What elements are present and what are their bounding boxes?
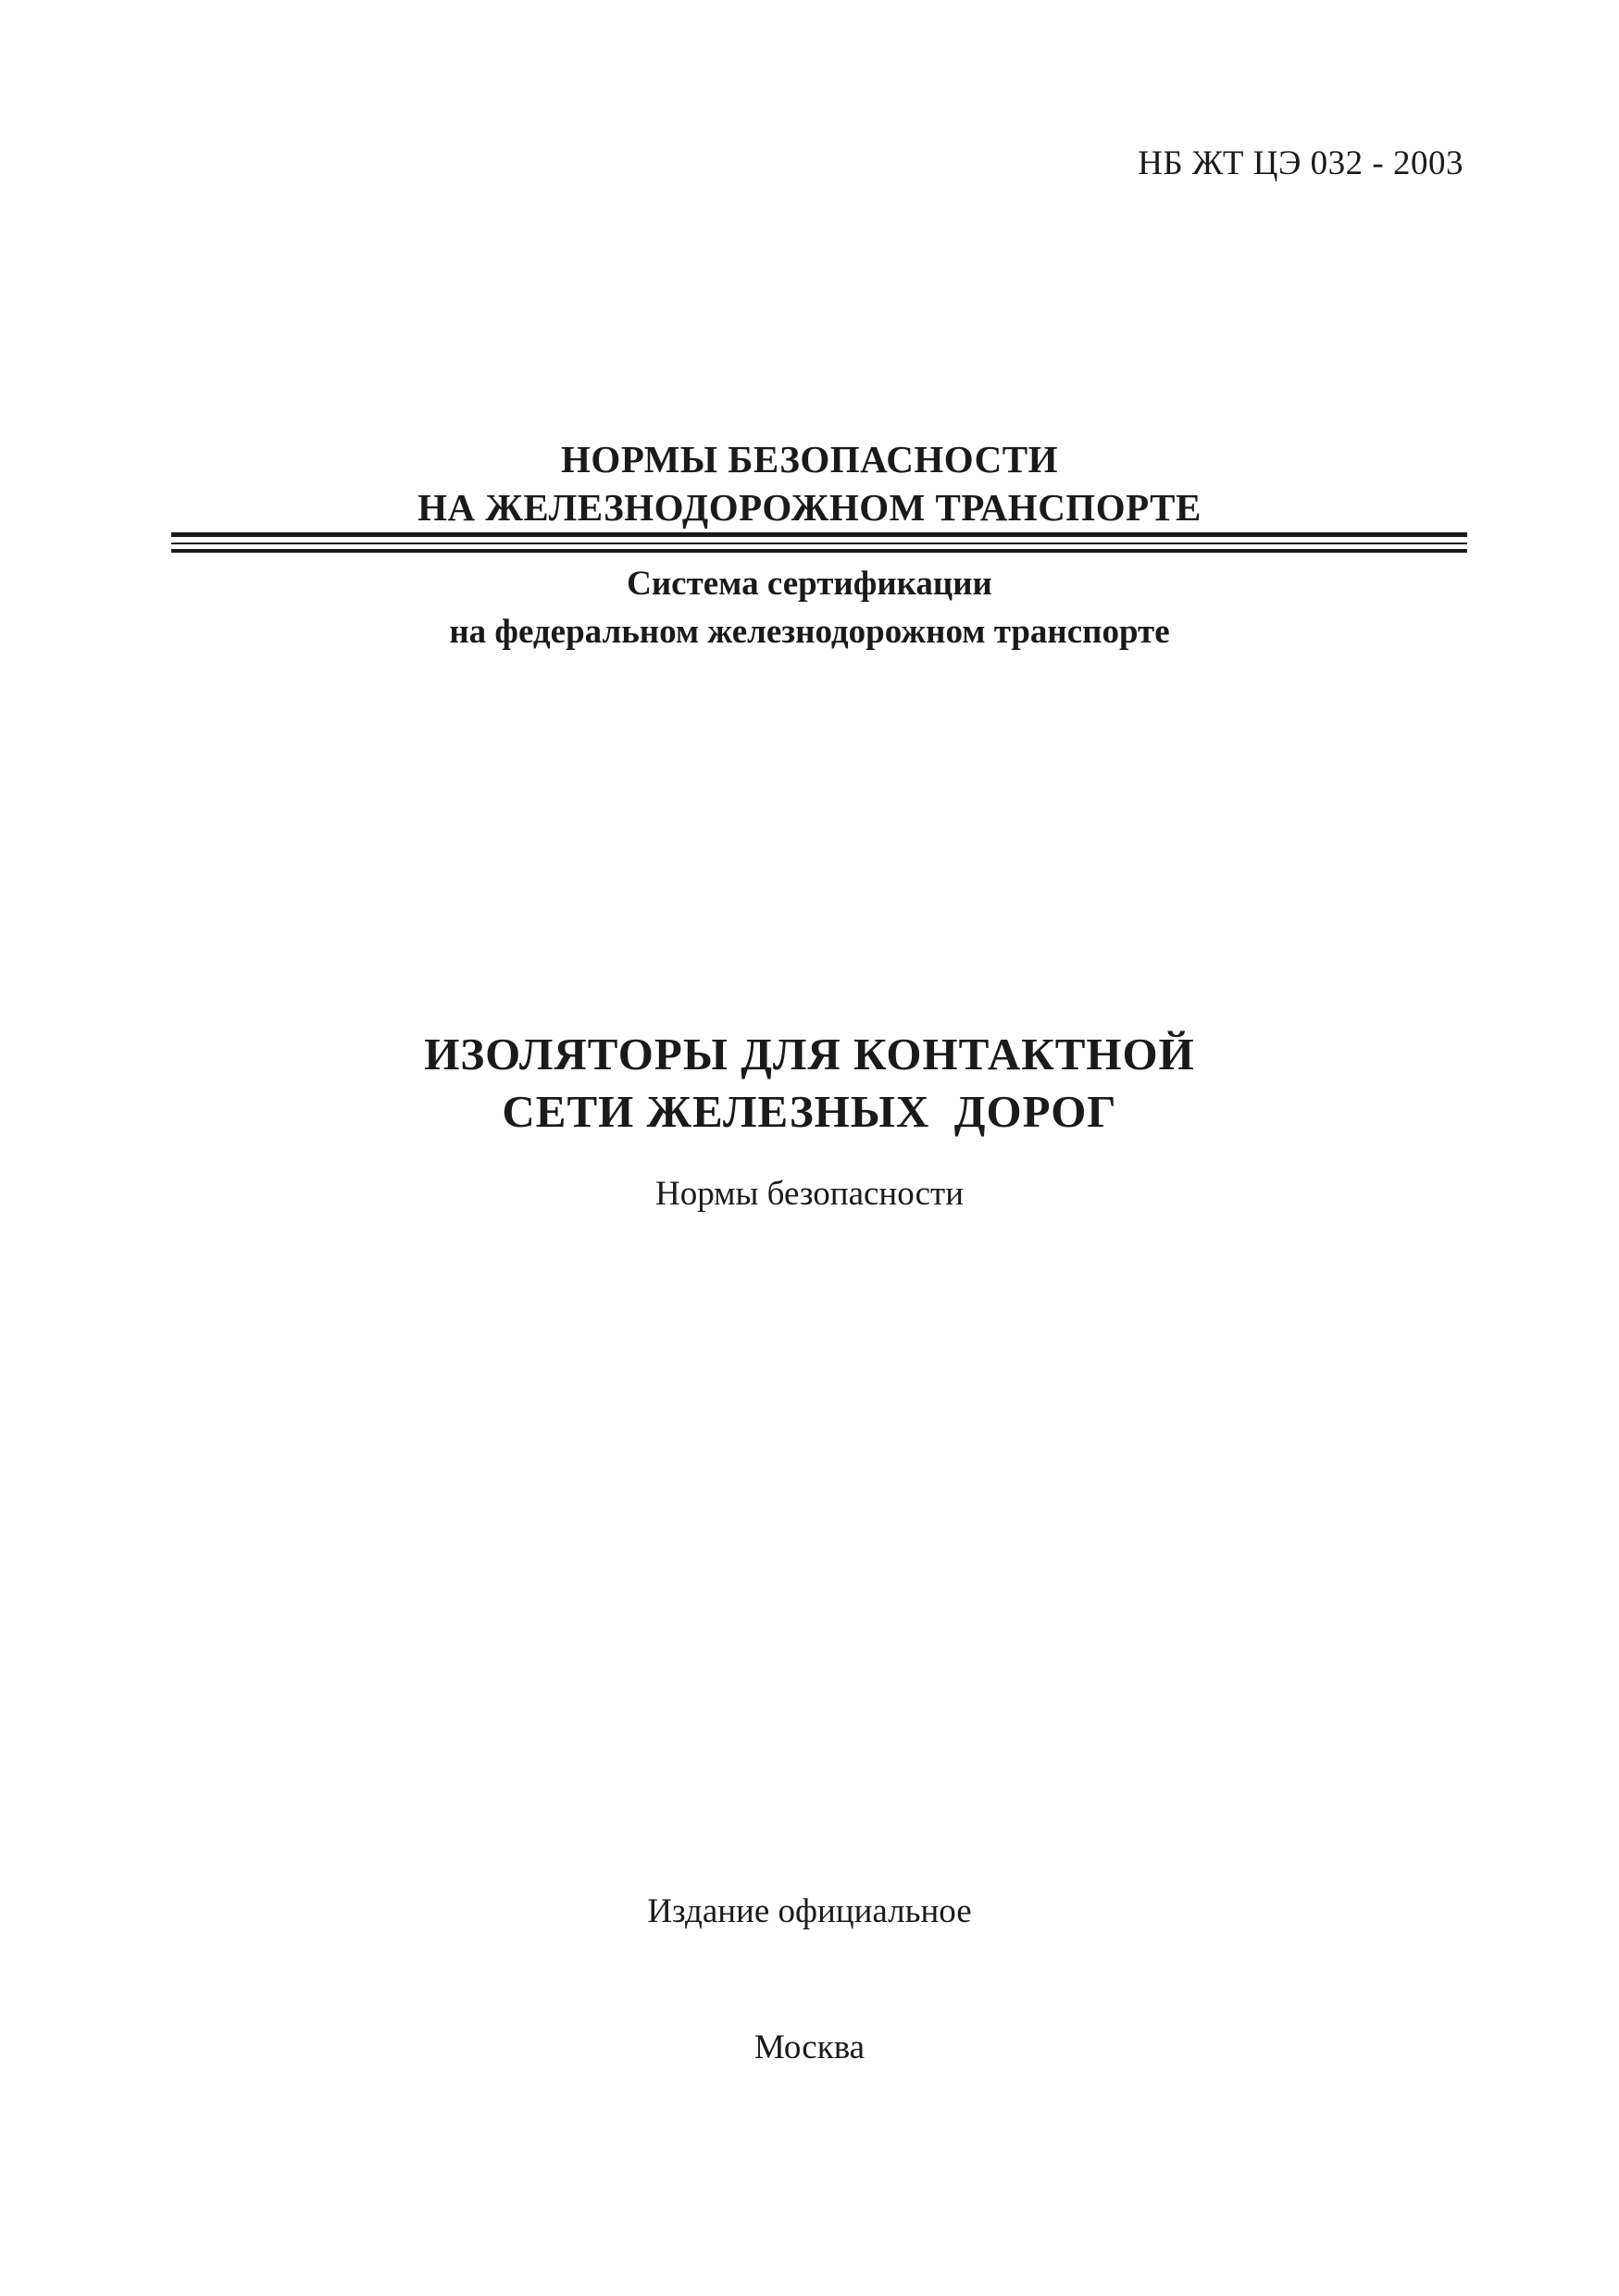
- heading-divider: [171, 532, 1467, 553]
- document-subtitle: Нормы безопасности: [654, 1175, 965, 1213]
- certification-system-heading: [0, 560, 1619, 656]
- edition-note: Издание официальное: [647, 1892, 972, 1930]
- certification-system-line-1: Система сертификации: [627, 565, 992, 603]
- divider-line-thick: [171, 532, 1467, 537]
- series-heading: [0, 435, 1619, 531]
- divider-line-medium: [171, 549, 1467, 553]
- certification-system-line-2: на федеральном железнодорожном транспорте: [449, 613, 1170, 651]
- document-title: [0, 1026, 1619, 1141]
- series-heading-line-2: НА ЖЕЛЕЗНОДОРОЖНОМ ТРАНСПОРТЕ: [417, 486, 1202, 529]
- document-title-line-2: СЕТИ ЖЕЛЕЗНЫХ ДОРОГ: [502, 1086, 1117, 1137]
- divider-line-thin: [171, 543, 1467, 544]
- publication-city: Москва: [753, 2028, 866, 2066]
- document-title-line-1: ИЗОЛЯТОРЫ ДЛЯ КОНТАКТНОЙ: [424, 1029, 1195, 1079]
- document-code: НБ ЖТ ЦЭ 032 - 2003: [1138, 144, 1463, 182]
- series-heading-line-1: НОРМЫ БЕЗОПАСНОСТИ: [561, 438, 1058, 480]
